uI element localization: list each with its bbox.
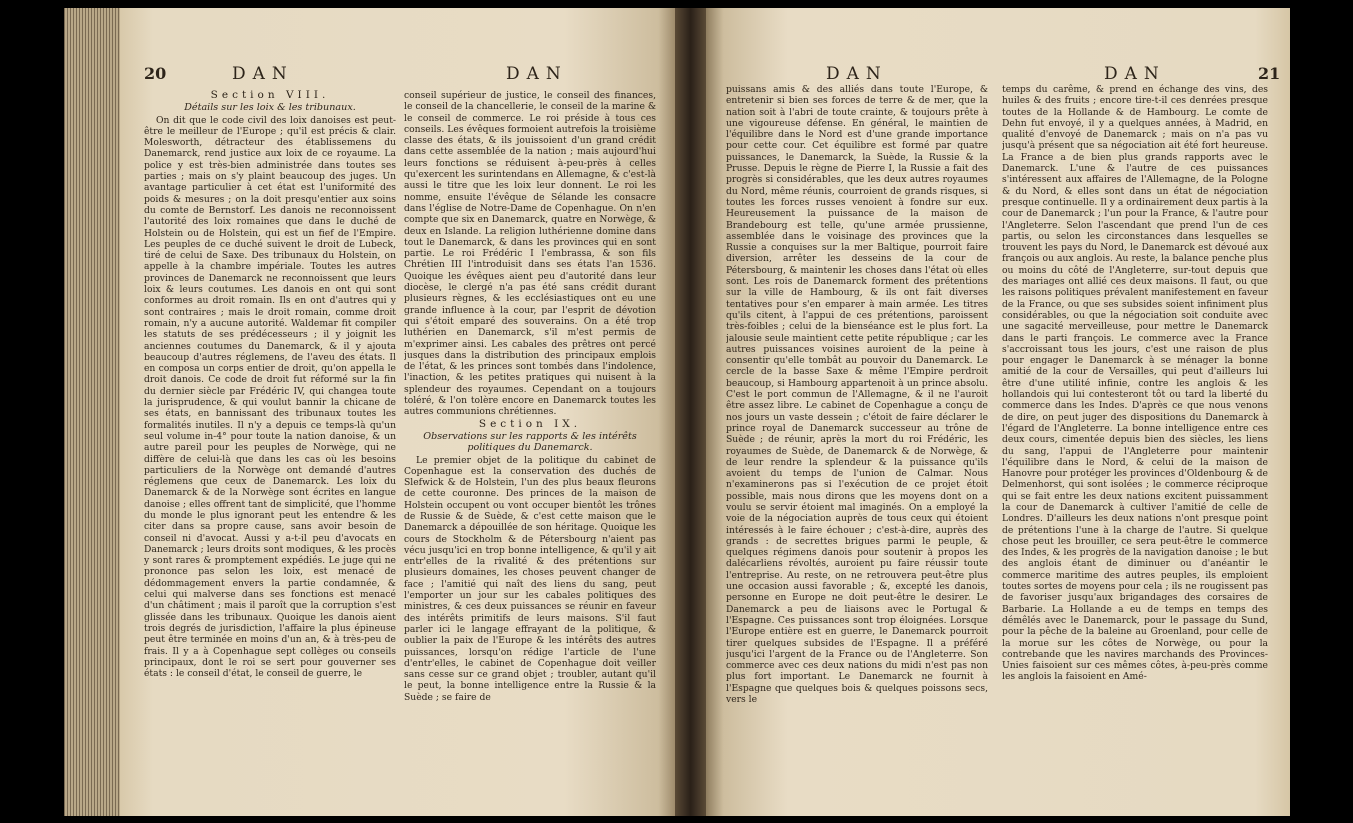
- body-text: temps du carême, & prend en échange des vins, des huiles & des fruits ; encore tire-t-il ces denrées presque toutes de la Hollande & de Hambourg. Le comte de Dehn fut envoyé, il y a quelques années, à Madrid, en qualité d'envoyé de Danemarck ; mais on n'a pas vu jusqu'à présent que sa négociation ait été fort heureuse. La France a de bien plus grands rapports avec le Danemarck. L'une & l'autre de ces puissances s'intéressent aux affaires de l'Allemagne, de la Pologne & du Nord, & elles sont dans un état de négociation presque continuelle. Il y a ordinairement deux partis à la cour de Danemarck ; l'un pour la France, & l'autre pour l'Angleterre. Selon l'ascendant que prend l'un de ces partis, ou selon les circonstances dans lesquelles se trouvent les pays du Nord, le Danemarck est dévoué aux françois ou aux anglois. Au reste, la balance penche plus ou moins du côté de l'Angleterre, sur-tout depuis que des mariages ont allié ces deux maisons. Il faut, ou que les raisons politiques prévalent manifestement en faveur de la France, ou que ses subsides soient infiniment plus considérables, ou que la négociation soit conduite avec une sagacité merveilleuse, pour mettre le Danemarck dans le parti françois. Le commerce avec la France s'accroissant tous les jours, c'est une raison de plus pour engager le Danemarck à se ménager la bonne amitié de la cour de Versailles, qui peut d'ailleurs lui être d'une utilité infinie, contre les anglois & les hollandois qui lui contesteront tôt ou tard la liberté du commerce dans les Indes. D'après ce que nous venons de dire, on peut juger des dispositions du Danemarck à l'égard de l'Angleterre. La bonne intelligence entre ces deux cours, cimentée depuis bien des siècles, les liens du sang, l'appui de l'Angleterre pour maintenir l'équilibre dans le Nord, & celui de la maison de Hanovre pour protéger les provinces d'Oldenbourg & de Delmenhorst, qui sont isolées ; le commerce réciproque qui se fait entre les deux nations excitent puissamment la cour de Danemarck à cultiver l'amitié de celle de Londres. D'ailleurs les deux nations n'ont presque point de prétentions l'une à la charge de l'autre. Si quelque chose peut les brouiller, ce sera peut-être le commerce des Indes, & les progrès de la navigation danoise ; le but des anglois étant de diminuer ou d'anéantir le commerce maritime des autres peuples, ils emploient toutes sortes de moyens pour cela ; ils ne rougissent pas de favoriser jusqu'aux brigandages des corsaires de Barbarie. La Hollande a eu de temps en temps des démêlés avec le Danemarck, pour le passage du Sund, pour la pêche de la baleine au Groenland, pour celle de la morue sur les côtes de Norwège, ou pour la contrebande que les navires marchands des Provinces-Unies faisoient sur ces mêmes côtes, à-peu-près comme les anglois la faisoient en Amé-: [1002, 84, 1268, 683]
- running-head: DAN: [826, 64, 888, 84]
- right-page: [706, 8, 1290, 816]
- running-head: DAN: [232, 64, 294, 84]
- section-title: Section IX.: [478, 417, 582, 430]
- book-gutter: [675, 8, 706, 816]
- body-text: puissans amis & des alliés dans toute l'Europe, & entretenir si bien ses forces de terre & de mer, que la nation soit à l'abri de toute crainte, & toujours prête à une vigoureuse défense. En général, le maintien de l'équilibre dans le Nord est d'une grande importance pour cette cour. Cet équilibre est formé par quatre puissances, le Danemarck, la Suède, la Russie & la Prusse. Depuis le règne de Pierre I, la Russie a fait des progrès si considérables, que les deux autres royaumes du Nord, même réunis, courroient de grands risques, si toutes les forces russes venoient à fondre sur eux. Heureusement la puissance de la maison de Brandebourg est telle, qu'une armée prussienne, assemblée dans le voisinage des provinces que la Russie a conquises sur la mer Baltique, pourroit faire diversion, arrêter les desseins de la cour de Pétersbourg, & maintenir les choses dans l'état où elles sont. Les rois de Danemarck forment des prétentions sur la ville de Hambourg, & ils ont fait diverses tentatives pour s'en emparer à main armée. Les titres qu'ils citent, à l'appui de ces prétentions, paroissent très-foibles ; celui de la bienséance est le plus fort. La jalousie seule maintient cette petite république ; car les autres puissances voisines auroient de la peine à consentir qu'elle tombât au pouvoir du Danemarck. Le cercle de la basse Saxe & même l'Empire perdroit beaucoup, si Hambourg appartenoit à un prince absolu. C'est le port commun de l'Allemagne, & il ne l'auroit être assez libre. Le cabinet de Copenhague a conçu de nos jours un vaste dessein ; c'étoit de faire déclarer le prince royal de Danemarck successeur au trône de Suède ; de réunir, après la mort du roi Frédéric, les royaumes de Suède, de Danemarck & de Norwège, & de leur rendre la splendeur & la puissance qu'ils avoient du temps de l'union de Calmar. Nous n'examinerons pas si l'exécution de ce projet étoit possible, mais nous dirons que les moyens dont on a voulu se servir étoient mal imaginés. On a employé la voie de la négociation auprès de tous ceux qui étoient intéressés à le faire échouer ; c'est-à-dire, auprès des grands : de secrettes brigues parmi le peuple, & quelques régimens danois pour soutenir à propos les dalécarliens révoltés, auroient pu faire réussir toute l'entreprise. Au reste, on ne retrouvera peut-être plus une occasion aussi favorable ; &, excepté les danois, personne en Europe ne doit peut-être le desirer. Le Danemarck a peu de liaisons avec le Portugal & l'Espagne. Ces puissances sont trop éloignées. Lorsque l'Europe entière est en guerre, le Danemarck pourroit tirer quelques subsides de l'Espagne. Il a préféré jusqu'ici l'argent de la France ou de l'Angleterre. Son commerce avec ces deux nations du midi n'est pas non plus fort important. Le Danemarck ne fournit à l'Espagne que quelques bois & quelques poissons secs, vers le: [726, 84, 988, 706]
- open-book: [64, 8, 1290, 816]
- section-subtitle: Observations sur les rapports & les intérêts politiques du Danemarck.: [423, 430, 637, 454]
- section-subtitle: Détails sur les loix & les tribunaux.: [184, 102, 356, 114]
- running-head: DAN: [1104, 64, 1166, 84]
- text-column: [144, 90, 396, 798]
- left-page: [120, 8, 675, 816]
- text-column: [1002, 84, 1268, 798]
- page-edges: [64, 8, 120, 816]
- text-column: [726, 84, 988, 798]
- body-text: Le premier objet de la politique du cabinet de Copenhague est la conservation des duchés de Slefwick & de Holstein, l'un des plus beaux fleurons de cette couronne. Des princes de la maison de Holstein occupent ou vont occuper bientôt les trônes de Russie & de Suède, & c'est cette maison que le Danemarck a dépouillée de son héritage. Quoique les cours de Stockholm & de Pétersbourg n'aient pas vécu jusqu'ici en trop bonne intelligence, & qu'il y ait entr'elles de la rivalité & des prétentions sur plusieurs domaines, les choses peuvent changer de face ; l'amitié qui naît des liens du sang, peut l'emporter un jour sur les cabales politiques des ministres, & ces deux puissances se réunir en faveur des intérêts primitifs de leurs maisons. S'il faut parler ici le langage effrayant de la politique, & oublier la paix de l'Europe & les intérêts des autres puissances, lorsqu'on rédige l'article de l'une d'entr'elles, le cabinet de Copenhague doit veiller sans cesse sur ce grand objet ; troubler, autant qu'il le peut, la bonne intelligence entre la Russie & la Suède ; se faire de: [404, 454, 656, 703]
- body-text: conseil supérieur de justice, le conseil des finances, le conseil de la chancellerie, le conseil de la marine & le conseil de commerce. Le roi préside à tous ces conseils. Les évêques formoient autrefois la troisième classe des états, & ils jouissoient d'un grand crédit dans cette assemblée de la nation ; mais aujourd'hui leurs fonctions se réduisent à-peu-près à celles qu'exercent les surintendans en Allemagne, & c'est-là aussi le titre que les loix leur donnent. Le roi les nomme, ensuite l'évêque de Sélande les consacre dans l'église de Notre-Dame de Copenhague. On n'en compte que six en Danemarck, quatre en Norwège, & deux en Islande. La religion luthérienne domine dans tout le Danemarck, & dans les provinces qui en sont partie. Le roi Frédéric I l'embrassa, & son fils Chrétien III l'introduisit dans ses états l'an 1536. Quoique les évêques aient peu d'autorité dans leur diocèse, le clergé n'a pas été sans crédit durant plusieurs règnes, & les ecclésiastiques ont eu une grande influence à la cour, par l'esprit de dévotion qui s'étoit emparé des souverains. On a été trop luthérien en Danemarck, s'il m'est permis de m'exprimer ainsi. Les cabales des prêtres ont percé jusques dans la distribution des principaux emplois de l'état, & les princes sont tombés dans l'indolence, l'inaction, & les petites pratiques qui nuisent à la splendeur des royaumes. Cependant on a toujours toléré, & l'on tolère encore en Danemarck toutes les autres communions chrétiennes.: [404, 90, 656, 418]
- body-text: On dit que le code civil des loix danoises est peut-être le meilleur de l'Europe ; qu'il est précis & clair. Molesworth, détracteur des établissemens du Danemarck, rend justice aux loix de ce royaume. La police y est très-bien administrée dans toutes ses parties ; mais on s'y plaint beaucoup des juges. Un avantage particulier à cet état est l'uniformité des poids & mesures ; on la doit presqu'entier aux soins du comte de Bernstorf. Les danois ne reconnoissent l'autorité des loix romaines que dans le duché de Holstein ou de Holstein, qui est un fief de l'Empire. Les peuples de ce duché suivent le droit de Lubeck, tiré de celui de Saxe. Des tribunaux du Holstein, on appelle à la chambre impériale. Toutes les autres provinces de Danemarck ne reconnoissent que leurs loix & leurs coutumes. Les danois en ont qui sont conformes au droit romain. Ils en ont d'autres qui y sont contraires ; mais le droit romain, comme droit romain, n'y a aucune autorité. Waldemar fit compiler les statuts de ses prédécesseurs ; il y joignit les anciennes coutumes du Danemarck, & il y ajouta beaucoup d'autres réglemens, de l'aveu des états. Il en composa un corps entier de droit, qu'on appella le droit danois. Ce code de droit fut réformé sur la fin du dernier siècle par Frédéric IV, qui changea toute la jurisprudence, & qui voulut bannir la chicane de ses états, en bannissant des tribunaux toutes les formalités inutiles. Il n'y a depuis ce temps-là qu'un seul volume in-4° pour toute la nation danoise, & un autre pareil pour les peuples de Norwège, qui ne diffère de celui-là que dans les cas où les besoins particuliers de la Norwège ont demandé d'autres réglemens que ceux de Danemarck. Les loix du Danemarck & de la Norwège sont écrites en langue danoise ; elles offrent tant de simplicité, que l'homme du monde le plus ignorant peut les entendre & les citer dans sa propre cause, sans avoir besoin de conseil ni d'avocat. Aussi y a-t-il peu d'avocats en Danemarck ; leurs droits sont modiques, & les procès y sont rares & promptement expédiés. Le juge qui ne prononce pas selon les loix, est menacé de dédommagement envers la partie condamnée, & celui qui malverse dans ses fonctions est menacé d'un châtiment ; mais il paroît que la corruption s'est glissée dans les tribunaux. Quoique les danois aient trois degrés de jurisdiction, l'affaire la plus épineuse peut être terminée en moins d'un an, & à très-peu de frais. Il y a à Copenhague sept collèges ou conseils principaux, dont le roi se sert pour gouverner ses états : le conseil d'état, le conseil de guerre, le: [144, 114, 396, 680]
- page-number: 21: [1258, 64, 1281, 83]
- page-number: 20: [144, 64, 167, 83]
- text-column: [404, 90, 656, 798]
- running-head: DAN: [506, 64, 568, 84]
- section-title: Section VIII.: [210, 90, 330, 101]
